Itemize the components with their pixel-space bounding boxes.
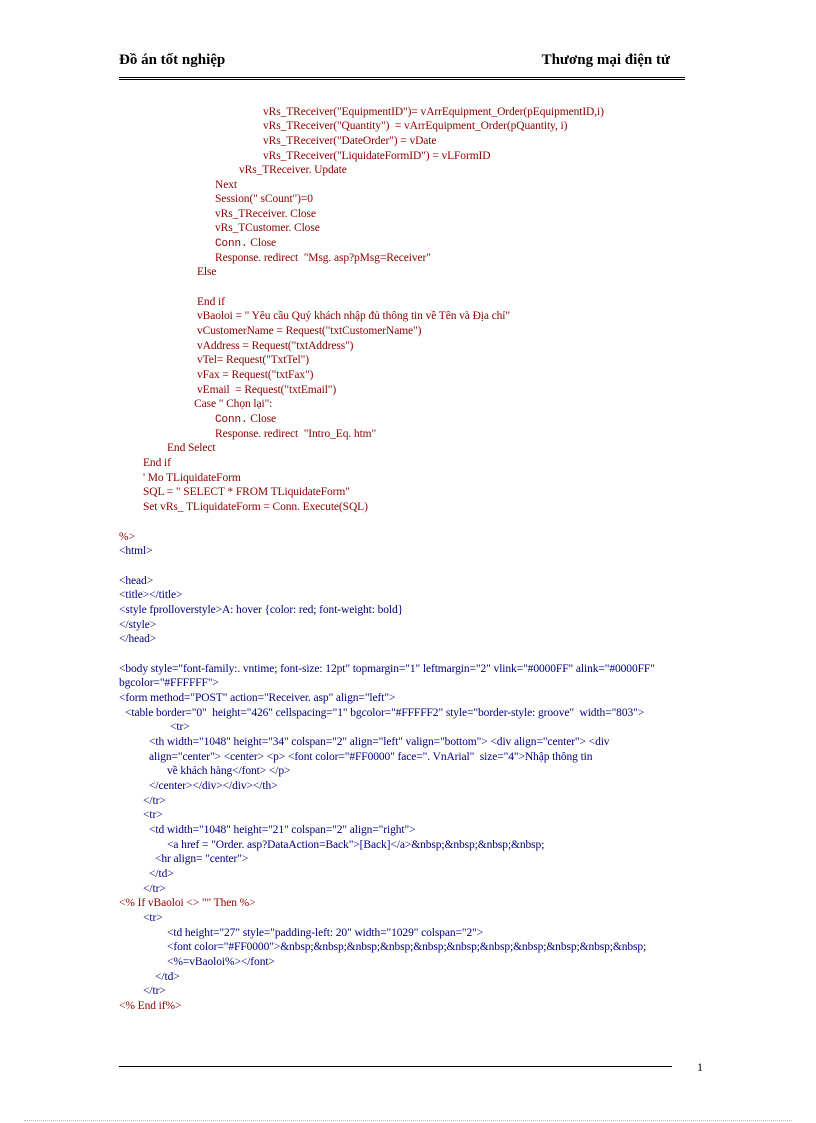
- code-line: vBaoloi = " Yêu cầu Quý khách nhập đủ thông tin về Tên và Địa chỉ": [197, 310, 510, 322]
- code-line: vRs_TReceiver("LiquidateFormID") = vLFormID: [263, 150, 491, 162]
- code-line: vRs_TCustomer. Close: [215, 222, 320, 234]
- code-line: </tr>: [143, 985, 166, 997]
- code-line: Response. redirect "Intro_Eq. htm": [215, 428, 377, 440]
- code-line: End if: [143, 457, 171, 469]
- code-line: </td>: [155, 971, 180, 983]
- code-line: <hr align= "center">: [155, 853, 249, 865]
- code-line: Else: [197, 266, 217, 278]
- code-line: align="center"> <center> <p> <font color="#FF0000" face=". VnArial" size="4">Nhập thông tin: [149, 751, 593, 763]
- code-line: <td height="27" style="padding-left: 20" width="1029" colspan="2">: [167, 927, 484, 939]
- code-line: Response. redirect "Msg. asp?pMsg=Receiver": [215, 252, 431, 264]
- code-token: Conn.: [215, 238, 248, 250]
- code-line: <head>: [119, 575, 154, 587]
- code-line: <%=vBaoloi%></font>: [167, 956, 275, 968]
- code-line: vTel= Request("TxtTel"): [197, 354, 309, 366]
- code-line: End if: [197, 296, 225, 308]
- code-line: bgcolor="#FFFFFF">: [119, 677, 219, 689]
- code-token: Conn.: [215, 414, 248, 426]
- code-line: vRs_TReceiver. Close: [215, 208, 316, 220]
- code-line: vRs_TReceiver("EquipmentID")= vArrEquipment_Order(pEquipmentID,i): [263, 106, 604, 118]
- code-line: về khách hàng</font> </p>: [167, 765, 291, 777]
- header-rule: [119, 77, 685, 80]
- code-line: <a href = "Order. asp?DataAction=Back">[Back]</a>&nbsp;&nbsp;&nbsp;&nbsp;: [167, 839, 545, 851]
- code-line: <title></title>: [119, 589, 183, 601]
- code-line: ' Mo TLiquidateForm: [143, 472, 241, 484]
- code-line: <style fprolloverstyle>A: hover {color: red; font-weight: bold}: [119, 604, 404, 616]
- code-line: </style>: [119, 619, 157, 631]
- code-line: %>: [119, 531, 135, 543]
- code-line: <tr>: [143, 912, 163, 924]
- code-line: vCustomerName = Request("txtCustomerName"): [197, 325, 422, 337]
- code-line: vRs_TReceiver("DateOrder") = vDate: [263, 135, 437, 147]
- code-line: <html>: [119, 545, 153, 557]
- code-line: [215, 236, 276, 251]
- code-line: <tr>: [170, 721, 190, 733]
- code-line: vEmail = Request("txtEmail"): [197, 384, 337, 396]
- header-right-title: Thương mại điện tử: [541, 52, 670, 68]
- page-number: 1: [697, 1060, 703, 1074]
- code-line: </td>: [149, 868, 174, 880]
- header-left-title: Đồ án tốt nghiệp: [119, 52, 226, 68]
- code-line: <tr>: [143, 809, 163, 821]
- code-line: End Select: [167, 442, 216, 454]
- code-line: Set vRs_ TLiquidateForm = Conn. Execute(SQL): [143, 501, 368, 513]
- code-line: <% End if%>: [119, 1000, 182, 1012]
- code-token: Close: [247, 237, 276, 249]
- code-line: [215, 412, 276, 427]
- code-line: <form method="POST" action="Receiver. asp" align="left">: [119, 692, 396, 704]
- footer-rule: [119, 1066, 672, 1067]
- code-line: vRs_TReceiver. Update: [239, 164, 347, 176]
- page-header: [119, 52, 670, 74]
- code-line: Case " Chọn lại":: [194, 398, 273, 410]
- code-line: <td width="1048" height="21" colspan="2" align="right">: [149, 824, 416, 836]
- code-line: </head>: [119, 633, 157, 645]
- code-line: </tr>: [143, 883, 166, 895]
- code-line: SQL = " SELECT * FROM TLiquidateForm": [143, 486, 350, 498]
- code-line: Next: [215, 179, 237, 191]
- code-line: <% If vBaoloi <> "" Then %>: [119, 897, 256, 909]
- code-line: </tr>: [143, 795, 166, 807]
- code-line: <table border="0" height="426" cellspacing="1" bgcolor="#FFFFF2" style="border-style: groove" width="803">: [125, 707, 645, 719]
- code-token: Close: [247, 413, 276, 425]
- code-line: <body style="font-family:. vntime; font-size: 12pt" topmargin="1" leftmargin="2" vlink="#0000FF" alink="#0000FF": [119, 663, 655, 675]
- code-line: vAddress = Request("txtAddress"): [197, 340, 354, 352]
- code-line: </center></div></div></th>: [149, 780, 278, 792]
- page-edge-divider: [24, 1120, 792, 1121]
- code-line: <font color="#FF0000">&nbsp;&nbsp;&nbsp;&nbsp;&nbsp;&nbsp;&nbsp;&nbsp;&nbsp;&nbsp;&nbsp;: [167, 941, 647, 953]
- code-line: vFax = Request("txtFax"): [197, 369, 314, 381]
- code-line: Session(" sCount")=0: [215, 193, 313, 205]
- code-line: vRs_TReceiver("Quantity") = vArrEquipment_Order(pQuantity, i): [263, 120, 568, 132]
- code-line: <th width="1048" height="34" colspan="2" align="left" valign="bottom"> <div align="center"> <div: [149, 736, 610, 748]
